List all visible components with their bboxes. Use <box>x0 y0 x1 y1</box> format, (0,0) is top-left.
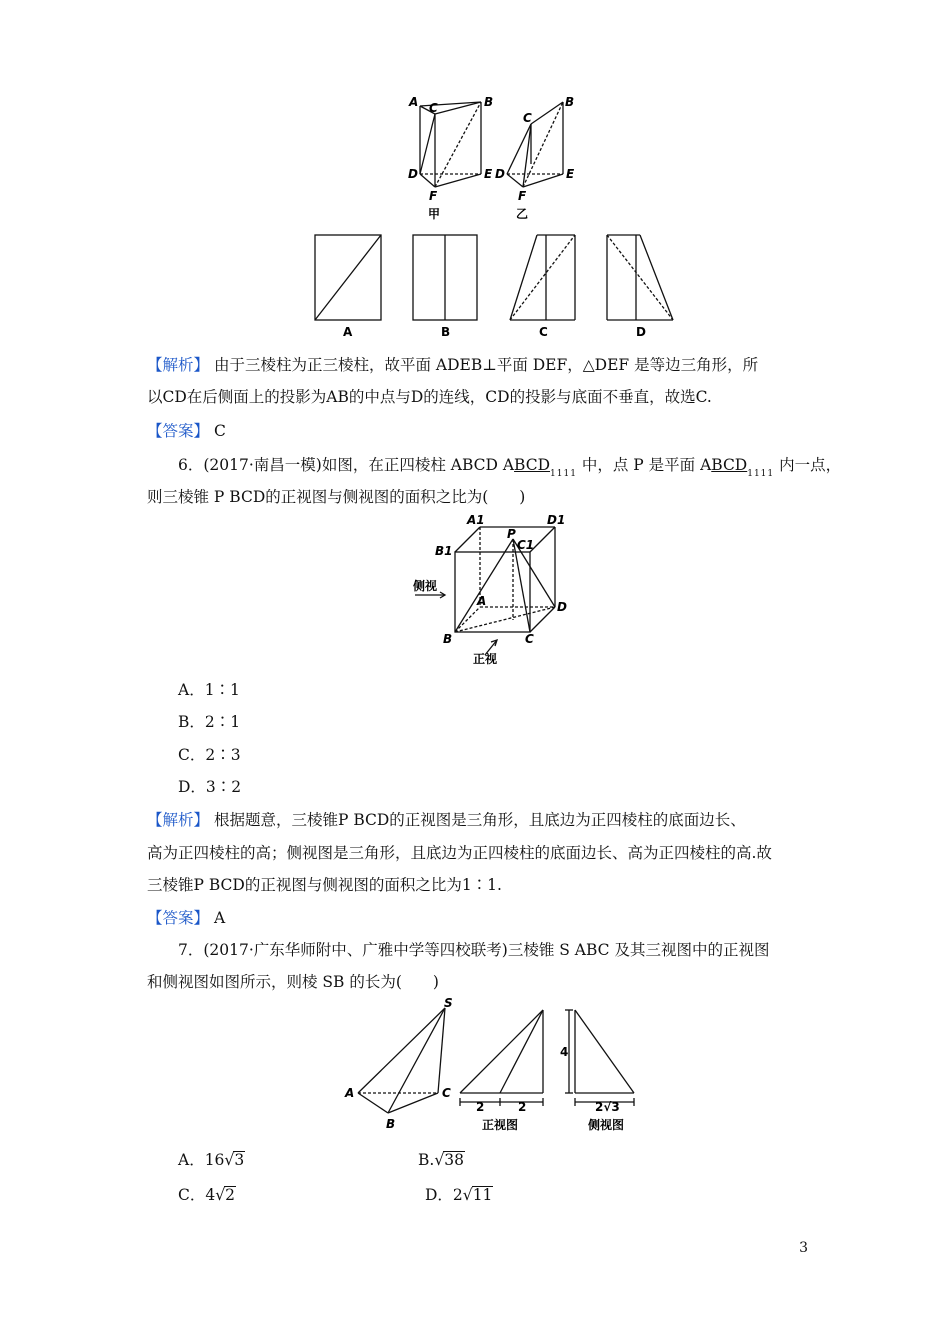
label-A-pyr: A <box>345 1086 355 1100</box>
label-C-cube: C <box>525 632 534 646</box>
q5-analysis-line1: 【解析】 由于三棱柱为正三棱柱，故平面 ADEB⊥平面 DEF，△DEF 是等边三角形，所 <box>147 356 759 374</box>
q5-analysis-text1: 由于三棱柱为正三棱柱，故平面 ADEB⊥平面 DEF，△DEF 是等边三角形，所 <box>213 356 759 374</box>
label-C2: C <box>523 111 532 125</box>
label-C: C <box>429 101 438 115</box>
answer-tag: 答案 <box>162 422 194 440</box>
q5-analysis-line2: 以CD在后侧面上的投影为AB的中点与D的连线，CD的投影与底面不垂直，故选C. <box>147 388 712 406</box>
q5-answer-value: C <box>213 422 226 440</box>
q6-answer: 【答案】 A <box>147 909 226 927</box>
q6-stem-line2: 则三棱锥 P BCD的正视图与侧视图的面积之比为( ) <box>147 488 526 506</box>
dim-4: 4 <box>560 1045 569 1059</box>
q6-analysis-line2: 高为正四棱柱的高；侧视图是三角形，且底边为正四棱柱的底面边长、高为正四棱柱的高.故 <box>147 844 772 862</box>
label-B1: B1 <box>435 544 453 558</box>
q6-analysis-text1: 根据题意，三棱锥P BCD的正视图是三角形，且底边为正四棱柱的底面边长、 <box>213 811 746 829</box>
prism-figures <box>395 92 585 222</box>
label-B2: B <box>565 95 575 109</box>
q6-option-b: B．2∶1 <box>178 713 241 731</box>
label-B-pyr: B <box>386 1117 396 1131</box>
front-view-caption: 正视图 <box>482 1118 519 1132</box>
view-options-figure <box>305 228 685 344</box>
answer-tag: 答案 <box>162 909 194 927</box>
q7-option-b: B.√38 <box>418 1151 464 1169</box>
view-label-C: C <box>539 325 548 339</box>
caption-jia: 甲 <box>428 207 441 221</box>
q6-analysis-line1: 【解析】 根据题意，三棱锥P BCD的正视图是三角形，且底边为正四棱柱的底面边长、 <box>147 811 746 829</box>
label-B-cube: B <box>443 632 453 646</box>
cube-figure <box>405 512 585 667</box>
q6-analysis-line3: 三棱锥P BCD的正视图与侧视图的面积之比为1∶1. <box>147 876 502 894</box>
analysis-tag: 解析 <box>162 356 194 374</box>
label-S: S <box>444 998 453 1010</box>
view-label-A: A <box>343 325 353 339</box>
page-number: 3 <box>799 1240 808 1256</box>
caption-yi: 乙 <box>516 207 529 221</box>
q5-answer: 【答案】 C <box>147 422 226 440</box>
q6-stem-line1: 6．(2017·南昌一模)如图，在正四棱柱 ABCD $ABCD_{1111}$ 中，点 P 是平面 $ABCD_{1111}$ 内一点， <box>178 456 842 479</box>
label-A1: A1 <box>467 513 485 527</box>
side-view-caption: 侧视图 <box>588 1118 625 1132</box>
q6-stem-b: 中，点 P 是平面 A <box>581 456 712 474</box>
label-C-pyr: C <box>442 1086 451 1100</box>
q7-stem-line1: 7．(2017·广东华师附中、广雅中学等四校联考)三棱锥 S ABC 及其三视图中的正视图 <box>178 941 770 959</box>
pyramid-figure <box>340 998 650 1136</box>
q7-stem-line2: 和侧视图如图所示，则棱 SB 的长为( ) <box>147 973 439 991</box>
label-D2: D <box>495 167 505 181</box>
side-view-label: 侧视 <box>413 579 438 593</box>
front-view-label: 正视 <box>473 652 498 666</box>
q7-option-d: D．2√11 <box>425 1186 493 1204</box>
q7-option-c: C．4√2 <box>178 1186 235 1204</box>
q6-option-d: D．3∶2 <box>178 778 242 796</box>
label-E: E <box>484 167 493 181</box>
label-P: P <box>507 527 516 541</box>
label-A-cube: A <box>477 594 487 608</box>
dim-2b: 2 <box>518 1100 527 1114</box>
label-D-cube: D <box>557 600 567 614</box>
view-label-B: B <box>441 325 451 339</box>
label-B: B <box>484 95 494 109</box>
q7-option-a: A．16√3 <box>178 1151 245 1169</box>
q6-option-a: A．1∶1 <box>178 681 240 699</box>
label-C1: C1 <box>517 538 535 552</box>
dim-2root3: 2√3 <box>595 1100 620 1114</box>
q6-answer-value: A <box>213 909 226 927</box>
analysis-tag: 解析 <box>162 811 194 829</box>
label-D: D <box>408 167 418 181</box>
label-A: A <box>409 95 419 109</box>
q6-stem-c: 内一点， <box>779 456 842 474</box>
label-D1: D1 <box>547 513 566 527</box>
view-label-D: D <box>636 325 646 339</box>
dim-2a: 2 <box>476 1100 485 1114</box>
q6-stem-a: 6．(2017·南昌一模)如图，在正四棱柱 ABCD A <box>178 456 515 474</box>
label-E2: E <box>566 167 575 181</box>
label-F2: F <box>518 189 527 203</box>
q6-option-c: C．2∶3 <box>178 746 241 764</box>
label-F: F <box>429 189 438 203</box>
